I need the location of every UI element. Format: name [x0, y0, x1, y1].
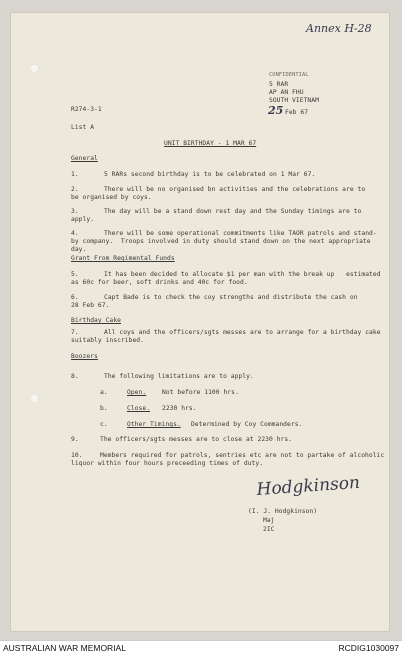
- item-line: suitably inscribed.: [71, 337, 144, 344]
- archive-footer: [0, 640, 402, 655]
- punch-hole: [30, 394, 39, 403]
- handwritten-annotation: Annex H-28: [306, 22, 372, 35]
- header-small-label: CONFIDENTIAL: [269, 72, 309, 78]
- header-address: AP AN FHU: [269, 89, 304, 96]
- item-line: All coys and the officers/sgts messes are to arrange for a birthday cake: [104, 329, 381, 336]
- signatory-name: (I. J. Hodgkinson): [248, 508, 318, 515]
- item-number: 10.: [71, 452, 83, 459]
- item-number: 1.: [71, 171, 79, 178]
- signatory-rank: Maj: [263, 517, 275, 524]
- section-heading-funds: Grant From Regimental Funds: [71, 255, 175, 262]
- item-number: 2.: [71, 186, 79, 193]
- header-country: SOUTH VIETNAM: [269, 97, 319, 104]
- item-number: 8.: [71, 373, 79, 380]
- subitem-title: Other Timings.: [127, 421, 181, 428]
- item-number: 9.: [71, 436, 79, 443]
- subitem-text: Determined by Coy Commanders.: [191, 421, 303, 428]
- item-number: 5.: [71, 271, 79, 278]
- subitem-text: Not before 1100 hrs.: [162, 389, 239, 396]
- item-line: There will be no organised bn activities and the celebrations are to: [104, 186, 366, 193]
- item-line: 28 Feb 67.: [71, 302, 110, 309]
- item-line: 5 RARs second birthday is to be celebrated on 1 Mar 67.: [104, 171, 316, 178]
- item-line: It has been decided to allocate $1 per man with the break up estimated: [104, 271, 381, 278]
- document-title: UNIT BIRTHDAY - 1 MAR 67: [164, 140, 257, 147]
- subitem-text: 2230 hrs.: [162, 405, 197, 412]
- subitem-label: c.: [100, 421, 108, 428]
- handwritten-signature: Hodgkinson: [256, 472, 361, 500]
- signatory-appointment: 2IC: [263, 526, 275, 533]
- item-line: The officers/sgts messes are to close at 2230 hrs.: [100, 436, 293, 443]
- item-number: 7.: [71, 329, 79, 336]
- item-line: There will be some operational commitments like TAOR patrols and stand-: [104, 230, 377, 237]
- item-line: The day will be a stand down rest day and the Sunday timings are to: [104, 208, 362, 215]
- item-line: Capt Bade is to check the coy strengths and distribute the cash on: [104, 294, 358, 301]
- item-line: The following limitations are to apply.: [104, 373, 254, 380]
- subitem-label: a.: [100, 389, 108, 396]
- subitem-label: b.: [100, 405, 108, 412]
- subitem-title: Open.: [127, 389, 147, 396]
- item-line: liquor within four hours preceeding times of duty.: [71, 460, 264, 467]
- list-label: List A: [71, 124, 95, 131]
- item-number: 3.: [71, 208, 79, 215]
- item-line: apply.: [71, 216, 95, 223]
- item-line: by company. Troops involved in duty should stand down on the next appropriate: [71, 238, 371, 245]
- item-number: 4.: [71, 230, 79, 237]
- item-line: as 60c for beer, soft drinks and 40c for food.: [71, 279, 248, 286]
- header-date-rest: Feb 67: [285, 109, 309, 116]
- section-heading-boozers: Boozers: [71, 353, 98, 360]
- item-line: be organised by coys.: [71, 194, 152, 201]
- punch-hole: [30, 64, 39, 73]
- item-line: Members required for patrols, sentries etc are not to partake of alcoholic: [100, 452, 385, 459]
- section-heading-general: General: [71, 155, 98, 162]
- file-reference: R274-3-1: [71, 106, 102, 113]
- subitem-title: Close.: [127, 405, 151, 412]
- section-heading-cake: Birthday Cake: [71, 317, 121, 324]
- footer-institution: AUSTRALIAN WAR MEMORIAL: [3, 643, 126, 653]
- footer-record-id: RCDIG1030097: [338, 643, 399, 653]
- item-number: 6.: [71, 294, 79, 301]
- header-date-day: 25: [268, 104, 284, 117]
- item-line: day.: [71, 246, 87, 253]
- header-unit: 5 RAR: [269, 81, 289, 88]
- document-page: [10, 12, 390, 632]
